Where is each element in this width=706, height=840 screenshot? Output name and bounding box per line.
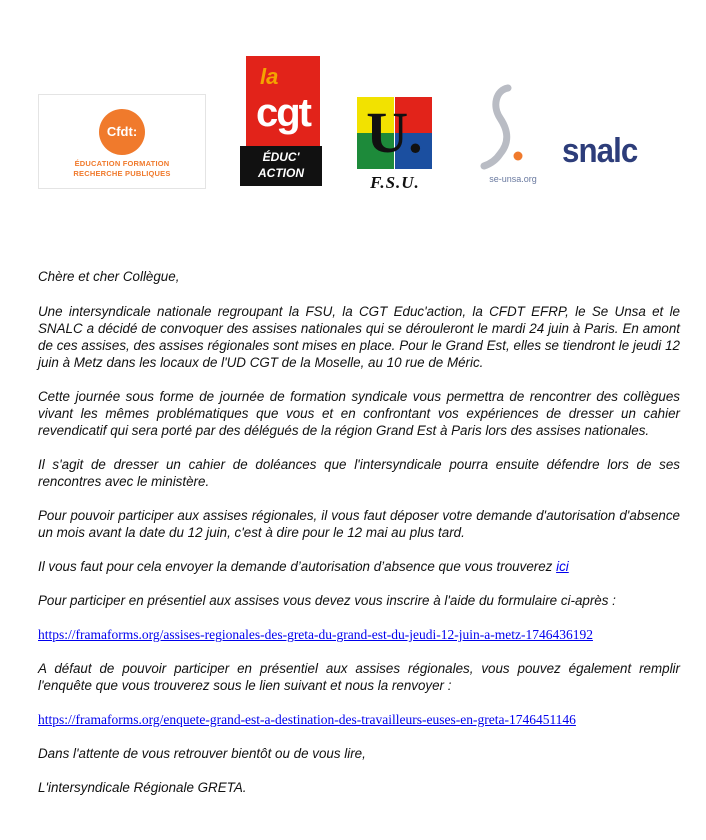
paragraph-intro: Une intersyndicale nationale regroupant la FSU, la CGT Educ'action, la CFDT EFRP, le Se Unsa et le SNALC a décidé de convoquer des assises nationales qui se dérouleront le mardi 24 juin à Paris. En amont de ces assises, des assises régionales sont mises en place. Pour le Grand Est, elles se tiendront le jeudi 12 juin à Metz dans les locaux de l'UD CGT de la Moselle, au 10 rue de Méric. [38, 304, 680, 370]
letter-body [38, 268, 680, 796]
paragraph-demande [38, 558, 680, 575]
greeting: Chère et cher Collègue, [38, 269, 180, 284]
cfdt-line-1: ÉDUCATION FORMATION [74, 159, 170, 168]
ici-link[interactable]: ici [556, 559, 569, 574]
fsu-letter: U. [366, 100, 423, 165]
paragraph-demande-text: Il vous faut pour cela envoyer la demande d’autorisation d’absence que vous trouverez [38, 559, 557, 574]
cgt-la-text: la [260, 64, 279, 89]
paragraph-doleances: Il s'agit de dresser un cahier de doléances que l'intersyndicale pourra ensuite défendre lors de ses rencontres avec le ministère. [38, 457, 680, 489]
framaforms-enquete-link[interactable]: https://framaforms.org/enquete-grand-est-a-destination-des-travailleurs-euses-en-greta-1746451146 [38, 712, 576, 727]
cgt-name: cgt [256, 91, 310, 135]
paragraph-enquete: A défaut de pouvoir participer en présentiel aux assises régionales, vous pouvez également remplir l'enquête que vous trouverez sous le lien suivant et nous la renvoyer : [38, 661, 680, 693]
logo-banner [0, 0, 706, 240]
framaforms-inscription-link[interactable]: https://framaforms.org/assises-regionales-des-greta-du-grand-est-du-jeudi-12-juin-a-metz-1746436192 [38, 627, 593, 642]
paragraph-inscription: Pour participer en présentiel aux assises vous devez vous inscrire à l'aide du formulaire ci-après : [38, 593, 616, 608]
paragraph-closing: Dans l'attente de vous retrouver bientôt ou de vous lire, [38, 746, 366, 761]
cfdt-mark: Cfdt: [99, 109, 145, 155]
cgt-educ-text: ÉDUC' [262, 150, 300, 164]
seunsa-dot [514, 152, 523, 161]
snalc-logo: snalc [562, 132, 638, 170]
cfdt-line-2: RECHERCHE PUBLIQUES [73, 169, 171, 178]
link-paragraph-1 [38, 626, 680, 643]
cgt-logo [246, 56, 320, 146]
cfdt-logo [38, 94, 206, 189]
seunsa-logo [478, 84, 548, 188]
fsu-logo [357, 97, 432, 169]
paragraph-autorisation: Pour pouvoir participer aux assises régionales, il vous faut déposer votre demande d'autorisation d'absence un mois avant la date du 12 juin, c'est à dire pour le 12 mai au plus tard. [38, 508, 680, 540]
fsu-label: F.S.U. [370, 173, 420, 192]
paragraph-journee: Cette journée sous forme de journée de formation syndicale vous permettra de rencontrer des collègues vivant les mêmes problématiques que vous et en confrontant vos expériences de dresser un cahier revendicatif qui sera porté par des délégués de la région Grand Est à Paris lors des assises nationales. [38, 389, 680, 438]
cgt-action-text: ACTION [258, 166, 304, 180]
link-paragraph-2 [38, 711, 680, 728]
cgt-educaction-logo [240, 146, 322, 186]
seunsa-label: se-unsa.org [489, 174, 537, 184]
signature: L'intersyndicale Régionale GRETA. [38, 780, 247, 795]
